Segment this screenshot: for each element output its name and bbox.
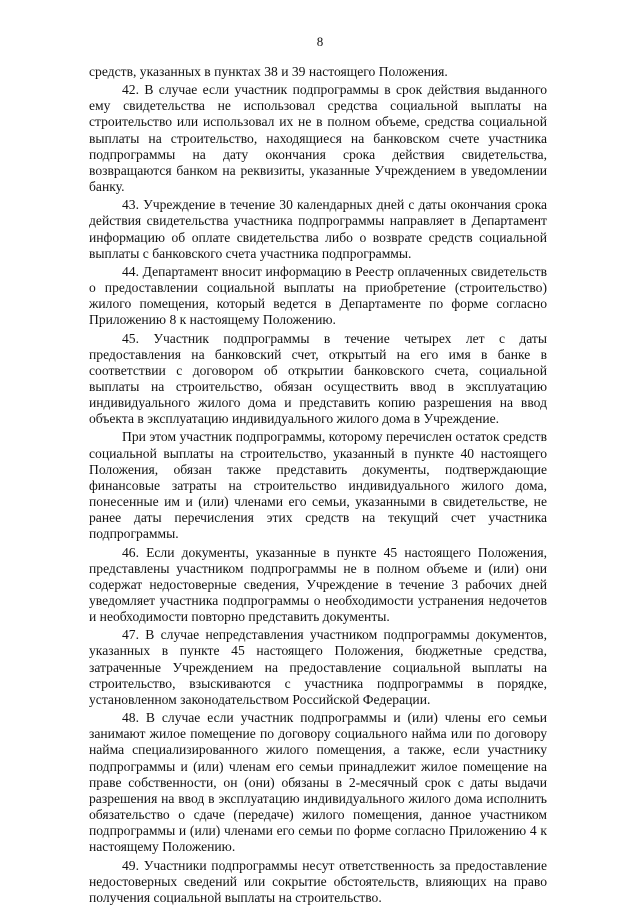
- paragraph-44: 44. Департамент вносит информацию в Реестр оплаченных свидетельств о предоставлении социальной выплаты на приобретение (строительство) жилого помещения, который ведется в Департаменте по форме согласно Приложению 8 к настоящему Положению.: [89, 263, 547, 328]
- document-body: [89, 64, 547, 908]
- paragraph-45-note: При этом участник подпрограммы, которому перечислен остаток средств социальной выплаты на строительство, указанный в пункте 40 настоящего Положения, обязан также представить документы, подтверждающие финансовые затраты на строительство индивидуального жилого дома, понесенные им и (или) членами его семьи, указанными в свидетельстве, не ранее даты перечисления этих средств на текущий счет участника подпрограммы.: [89, 429, 547, 542]
- paragraph-47: 47. В случае непредставления участником подпрограммы документов, указанных в пункте 45 настоящего Положения, бюджетные средства, затраченные Учреждением на предоставление социальной выплаты на строительство, взыскиваются с участника подпрограммы в порядке, установленном законодательством Российской Федерации.: [89, 627, 547, 707]
- paragraph-42: 42. В случае если участник подпрограммы в срок действия выданного ему свидетельства не использовал средства социальной выплаты на строительство или использовал их не в полном объеме, средства социальной выплаты на строительство, находящиеся на банковском счете участника подпрограммы на дату окончания срока действия свидетельства, возвращаются банком на реквизиты, указанные Учреждением в уведомлении банку.: [89, 82, 547, 195]
- page-number: 8: [316, 34, 324, 49]
- paragraph-46: 46. Если документы, указанные в пункте 45 настоящего Положения, представлены участником подпрограммы не в полном объеме и (или) они содержат недостоверные сведения, Учреждение в течение 3 рабочих дней уведомляет участника подпрограммы о необходимости устранения недочетов и необходимости повторно представить документы.: [89, 544, 547, 625]
- paragraph-43: 43. Учреждение в течение 30 календарных дней с даты окончания срока действия свидетельства участника подпрограммы направляет в Департамент информацию об оплате свидетельства либо о возврате средств социальной выплаты с банковского счета участника подпрограммы.: [89, 197, 547, 261]
- paragraph-48: 48. В случае если участник подпрограммы и (или) члены его семьи занимают жилое помещение по договору социального найма или по договору найма специализированного жилого помещения, а также, если участнику подпрограммы и (или) членам его семьи принадлежит жилое помещение на праве собственности, он (они) обязаны в 2-месячный срок с даты выдачи разрешения на ввод в эксплуатацию индивидуального жилого дома исполнить обязательство о сдаче (передаче) жилого помещения, данное участником подпрограммы и (или) членами его семьи по форме согласно Приложению 4 к настоящему Положению.: [89, 710, 547, 855]
- paragraph-continuation: средств, указанных в пунктах 38 и 39 настоящего Положения.: [89, 64, 448, 79]
- paragraph-49: 49. Участники подпрограммы несут ответственность за предоставление недостоверных сведений или сокрытие обстоятельств, влияющих на право получения социальной выплаты на строительство.: [89, 857, 547, 905]
- paragraph-45: 45. Участник подпрограммы в течение четырех лет с даты предоставления на банковский счет, открытый на его имя в банке в соответствии с договором об открытии банковского счета, социальной выплаты на строительство, обязан осуществить ввод в эксплуатацию индивидуального жилого дома и представить копию разрешения на ввод объекта в эксплуатацию индивидуального жилого дома в Учреждение.: [89, 330, 547, 427]
